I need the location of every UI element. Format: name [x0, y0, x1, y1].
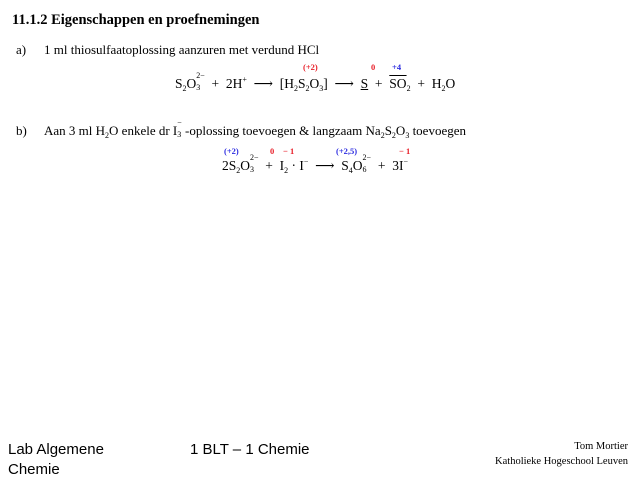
ox-label-a-2: 0	[371, 62, 376, 72]
ox-label-b-2: 0	[270, 146, 275, 156]
item-b-label: b)	[16, 123, 27, 138]
section-title: 11.1.2 Eigenschappen en proefnemingen	[12, 12, 260, 28]
ox-label-b-5: − 1	[399, 146, 411, 156]
ox-label-b-1: (+2)	[224, 146, 239, 156]
item-a-text: 1 ml thiosulfaatoplossing aanzuren met verdund HCl	[44, 42, 320, 57]
item-b-text: Aan 3 ml $H_2O$ enkele dr I − 3 -oplossing toevoegen & langzaam $Na_2S_2O_3$ toevoegen	[44, 118, 466, 140]
footer-course: Lab Algemene Chemie	[8, 441, 104, 478]
ox-label-a-1: (+2)	[303, 62, 318, 72]
ox-label-b-3: − 1	[283, 146, 295, 156]
item-a-label: a)	[16, 42, 27, 57]
ox-label-a-3: +4	[392, 62, 402, 72]
ox-label-b-4: (+2,5)	[336, 146, 358, 156]
footer-program: 1 BLT – 1 Chemie	[190, 441, 310, 458]
equation-a: $S_2O$ 2− 3 + 2H+ ⟶ $[H_2S_2O_3]$ ⟶ $S + \overline{SO}_2 + H_2O$	[175, 71, 456, 93]
equation-b: $2S_2O$ 2− 3 + $I_2 \cdot I^-$ ⟶ $S_4O$ 2− 6 + 3I−	[222, 153, 408, 175]
footer-author: Tom Mortier Katholieke Hogeschool Leuven	[495, 441, 628, 467]
